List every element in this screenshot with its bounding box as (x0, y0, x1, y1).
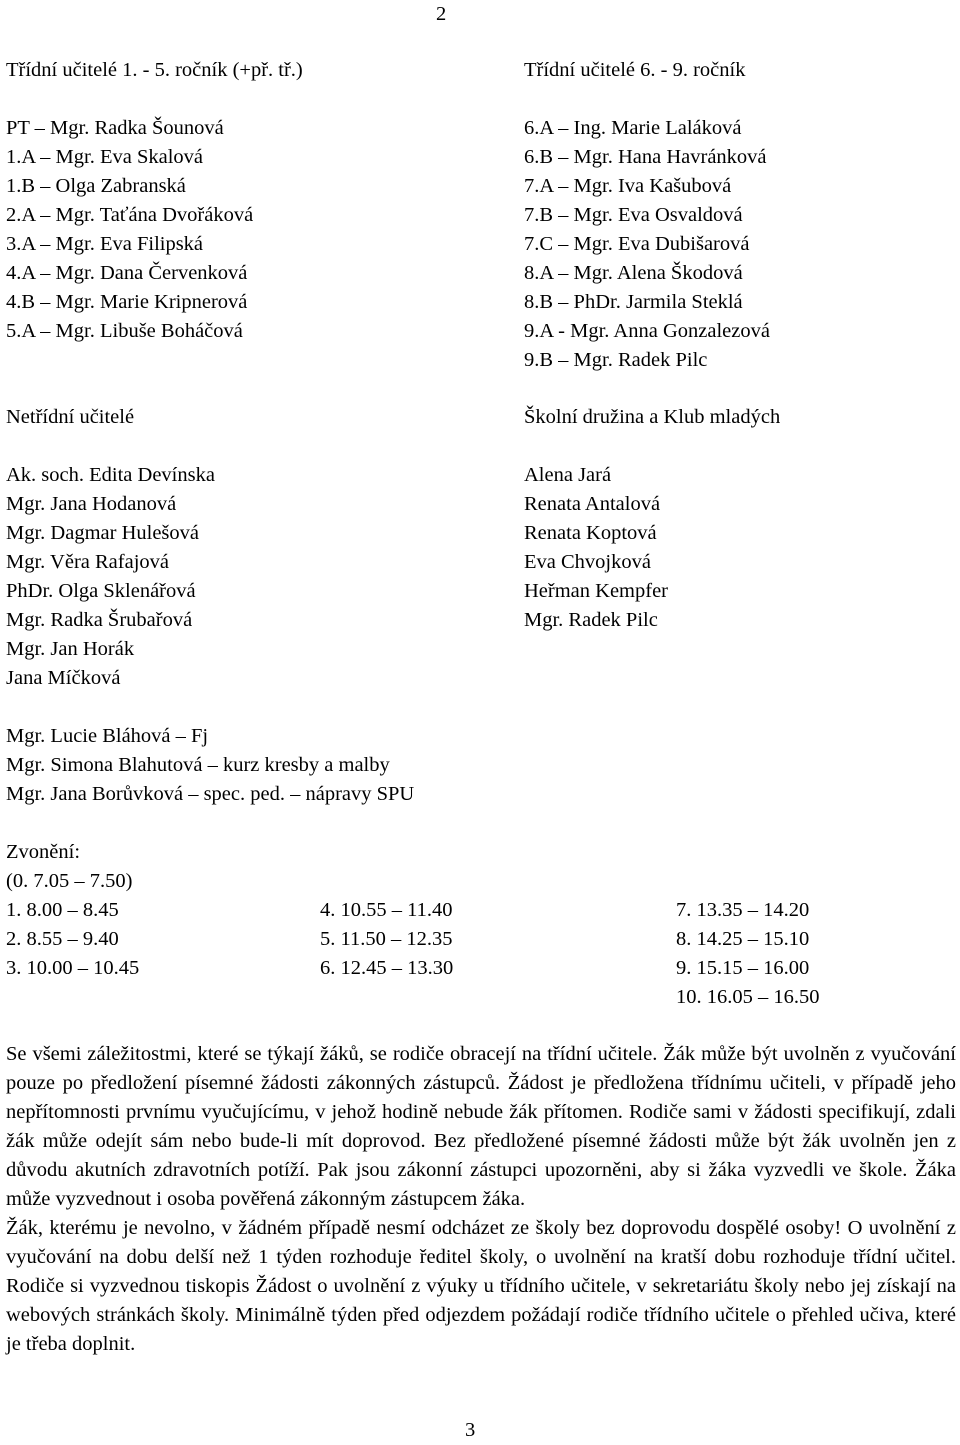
after-school-club (524, 403, 780, 635)
list-item: PT – Mgr. Radka Šounová (6, 117, 224, 139)
notice-paragraph: Žák, kterému je nevolno, v žádném případě nesmí odcházet ze školy bez doprovodu dospělé osoby! O uvolnění z vyučování na dobu delší než 1 týden rozhoduje ředitel školy, o uvolnění na kratší dobu rozhoduje třídní učitel. Rodiče si vyzvednou tiskopis Žádost o uvolnění z výuky u třídního učitele, v sekretariátu školy nebo jej získají na webových stránkách školy. Minimálně týden před odjezdem požádají rodiče třídního učitele o přehled učiva, které je třeba doplnit. (6, 1217, 956, 1355)
bell-schedule (6, 838, 906, 1012)
list-item: 7.C – Mgr. Eva Dubišarová (524, 233, 750, 255)
list-item: Renata Koptová (524, 522, 657, 544)
bell-cell: 8. 14.25 – 15.10 (676, 928, 810, 950)
list-item: Mgr. Dagmar Hulešová (6, 522, 199, 544)
bell-row (6, 896, 906, 925)
list-item: 5.A – Mgr. Libuše Boháčová (6, 320, 243, 342)
list-item: Eva Chvojková (524, 551, 651, 573)
absence-notice (6, 1040, 956, 1359)
list-item: Mgr. Jana Hodanová (6, 493, 177, 515)
list-item: Mgr. Jana Borůvková – spec. ped. – nápravy SPU (6, 783, 415, 805)
list-item: 8.A – Mgr. Alena Škodová (524, 262, 743, 284)
list-item: Ak. soch. Edita Devínska (6, 464, 215, 486)
list-item: PhDr. Olga Sklenářová (6, 580, 196, 602)
list-item: Mgr. Věra Rafajová (6, 551, 169, 573)
list-item: Mgr. Radka Šrubařová (6, 609, 193, 631)
list-item: 6.A – Ing. Marie Laláková (524, 117, 742, 139)
list-item: 8.B – PhDr. Jarmila Steklá (524, 291, 743, 313)
list-item: Jana Míčková (6, 667, 121, 689)
section-heading: Třídní učitelé 1. - 5. ročník (+př. tř.) (6, 59, 303, 81)
bells-heading: Zvonění: (6, 841, 81, 863)
bell-cell: 7. 13.35 – 14.20 (676, 899, 810, 921)
notice-paragraph: Se všemi záležitostmi, které se týkají žáků, se rodiče obracejí na třídní učitele. Žák může být uvolněn z vyučování pouze po předložení písemné žádosti zákonných zástupců. Žádost je předložena třídnímu učiteli, v případě jeho nepřítomnosti prvnímu vyučujícímu, v jehož hodině nebude žák přítomen. Rodiče sami v žádosti specifikují, zdali žák může odejít sám nebo bude-li mít doprovod. Bez předložené písemné žádosti může být žák uvolněn jen z důvodu akutních zdravotních potíží. Pak jsou zákonní zástupci upozorněni, aby si žáka vyzvedli ve škole. Žáka může vyzvednout i osoba pověřená zákonným zástupcem žáka. (6, 1043, 956, 1210)
list-item: Mgr. Jan Horák (6, 638, 135, 660)
bell-row (6, 983, 906, 1012)
bell-cell: 9. 15.15 – 16.00 (676, 957, 810, 979)
list-item: 1.B – Olga Zabranská (6, 175, 186, 197)
list-item: 4.B – Mgr. Marie Kripnerová (6, 291, 248, 313)
list-item: 2.A – Mgr. Taťána Dvořáková (6, 204, 254, 226)
class-teachers-6-9 (524, 56, 770, 375)
bell-cell: 10. 16.05 – 16.50 (676, 986, 820, 1008)
page-number-bottom: 3 (465, 1419, 476, 1441)
bell-cell: 2. 8.55 – 9.40 (6, 928, 119, 950)
bells-zero-period: (0. 7.05 – 7.50) (6, 870, 133, 892)
list-item: Renata Antalová (524, 493, 661, 515)
list-item: 3.A – Mgr. Eva Filipská (6, 233, 204, 255)
class-teachers-1-5 (6, 56, 303, 346)
list-item: 7.A – Mgr. Iva Kašubová (524, 175, 732, 197)
list-item: 9.B – Mgr. Radek Pilc (524, 349, 708, 371)
list-item: Mgr. Lucie Bláhová – Fj (6, 725, 209, 747)
bell-cell: 1. 8.00 – 8.45 (6, 899, 119, 921)
bell-cell: 6. 12.45 – 13.30 (320, 957, 454, 979)
non-class-teachers (6, 403, 215, 693)
bell-cell: 5. 11.50 – 12.35 (320, 928, 453, 950)
list-item: Heřman Kempfer (524, 580, 669, 602)
bell-cell: 4. 10.55 – 11.40 (320, 899, 453, 921)
page-number-top: 2 (436, 3, 447, 25)
section-heading: Školní družina a Klub mladých (524, 406, 781, 428)
list-item: Mgr. Simona Blahutová – kurz kresby a malby (6, 754, 390, 776)
bell-cell: 3. 10.00 – 10.45 (6, 957, 140, 979)
bell-row (6, 925, 906, 954)
list-item: 9.A - Mgr. Anna Gonzalezová (524, 320, 770, 342)
list-item: 1.A – Mgr. Eva Skalová (6, 146, 204, 168)
list-item: Mgr. Radek Pilc (524, 609, 658, 631)
extra-staff (6, 722, 414, 809)
list-item: Alena Jará (524, 464, 612, 486)
bell-row (6, 954, 906, 983)
list-item: 6.B – Mgr. Hana Havránková (524, 146, 767, 168)
section-heading: Netřídní učitelé (6, 406, 135, 428)
list-item: 4.A – Mgr. Dana Červenková (6, 262, 248, 284)
list-item: 7.B – Mgr. Eva Osvaldová (524, 204, 743, 226)
section-heading: Třídní učitelé 6. - 9. ročník (524, 59, 746, 81)
